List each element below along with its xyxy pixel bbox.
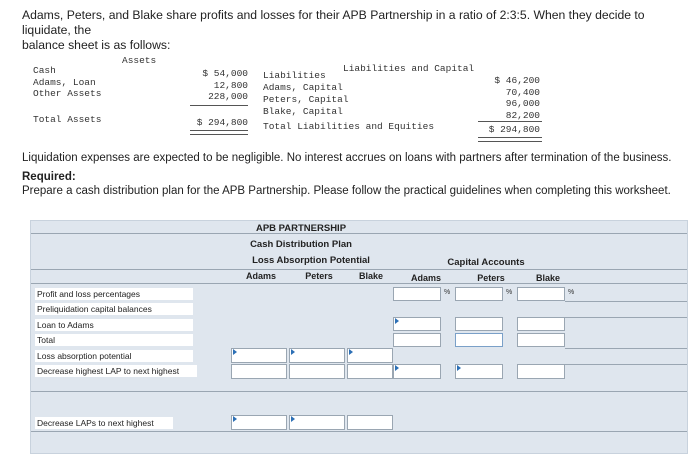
lap-adams-input[interactable] [231,348,287,363]
decrease-laps-peters-input[interactable] [289,415,345,430]
lap-blake-input[interactable] [347,348,393,363]
cash-distribution-worksheet [30,220,688,454]
row-label-lap: Loss absorption potential [35,350,193,362]
required-text: Prepare a cash distribution plan for the APB Partnership. Please follow the practical guidelines when completing this worksheet. [22,185,671,197]
row-label-pl-percentages: Profit and loss percentages [35,288,193,300]
required-section [22,170,671,198]
cell-arrow-icon [291,349,295,355]
liabilities-header: Liabilities and Capital [343,63,475,74]
cap-peters-total-input[interactable] [455,333,503,347]
cap-col-blake: Blake [535,273,561,283]
lap-col-peters: Peters [305,271,333,281]
intro-line-1: Adams, Peters, and Blake share profits and losses for their APB Partnership in a ratio of 2:3:5. When they decide to liquidate, the [22,8,645,37]
worksheet-plan-title: Cash Distribution Plan [250,239,352,250]
asset-value: $ 54,000 [202,68,248,79]
pct-symbol: % [444,289,451,296]
total-assets-label: Total Assets [33,114,102,125]
row-label-total: Total [35,334,193,346]
decrease-cap-peters-input[interactable] [455,364,503,379]
lap-col-adams: Adams [245,271,276,281]
cap-blake-pct-input[interactable] [517,287,565,301]
cell-arrow-icon [349,349,353,355]
row-label-decrease-highest: Decrease highest LAP to next highest [35,365,197,377]
total-assets-value: $ 294,800 [196,117,248,128]
assets-values [190,68,248,103]
cap-adams-pct-input[interactable] [393,287,441,301]
cell-arrow-icon [457,365,461,371]
liab-value: 96,000 [505,98,540,109]
liabilities-labels [263,70,349,118]
asset-label: Adams, Loan [33,76,96,88]
asset-value: 12,800 [213,79,248,91]
liab-label: Blake, Capital [263,106,343,117]
cap-peters-input[interactable] [455,317,503,331]
decrease-lap-adams-input[interactable] [231,364,287,379]
lap-col-blake: Blake [358,271,384,281]
cap-adams-input[interactable] [393,317,441,331]
row-label-loan: Loan to Adams [35,319,193,331]
intro-text [22,8,692,53]
liab-label: Liabilities [263,70,326,81]
decrease-lap-peters-input[interactable] [289,364,345,379]
cell-arrow-icon [395,318,399,324]
pct-symbol: % [568,289,575,296]
decrease-cap-adams-input[interactable] [393,364,441,379]
assets-header: Assets [122,55,157,66]
lap-peters-input[interactable] [289,348,345,363]
cell-arrow-icon [291,416,295,422]
cell-arrow-icon [233,416,237,422]
cap-adams-total-input[interactable] [393,333,441,347]
total-liab-label: Total Liabilities and Equities [263,121,435,132]
pct-symbol: % [506,289,513,296]
cap-peters-pct-input[interactable] [455,287,503,301]
row-label-preliquidation: Preliquidation capital balances [35,303,193,315]
asset-label: Cash [33,65,56,76]
row-label-decrease-laps: Decrease LAPs to next highest [35,417,173,429]
asset-value: 228,000 [208,91,248,102]
lap-section-title: Loss Absorption Potential [252,255,370,266]
worksheet-company-title: APB PARTNERSHIP [255,223,347,234]
liab-label: Peters, Capital [263,94,349,105]
capital-section-title: Capital Accounts [447,257,525,268]
liab-value: $ 46,200 [494,75,540,86]
required-heading: Required: [22,171,76,183]
assets-labels [33,65,101,100]
liab-label: Adams, Capital [263,82,343,93]
liquidation-note: Liquidation expenses are expected to be negligible. No interest accrues on loans with partners after termination of the business. [22,152,672,164]
liabilities-values [482,75,540,121]
decrease-lap-blake-input[interactable] [347,364,393,379]
cell-arrow-icon [233,349,237,355]
decrease-laps-blake-input[interactable] [347,415,393,430]
liab-value: 70,400 [505,86,540,98]
asset-label: Other Assets [33,88,102,99]
cap-col-adams: Adams [410,273,441,283]
decrease-laps-adams-input[interactable] [231,415,287,430]
cap-blake-total-input[interactable] [517,333,565,347]
cap-blake-input[interactable] [517,317,565,331]
cap-col-peters: Peters [477,273,505,283]
intro-line-2: balance sheet is as follows: [22,38,171,52]
cell-arrow-icon [395,365,399,371]
total-liab-value: $ 294,800 [488,124,540,135]
liab-value: 82,200 [505,109,540,121]
decrease-cap-blake-input[interactable] [517,364,565,379]
